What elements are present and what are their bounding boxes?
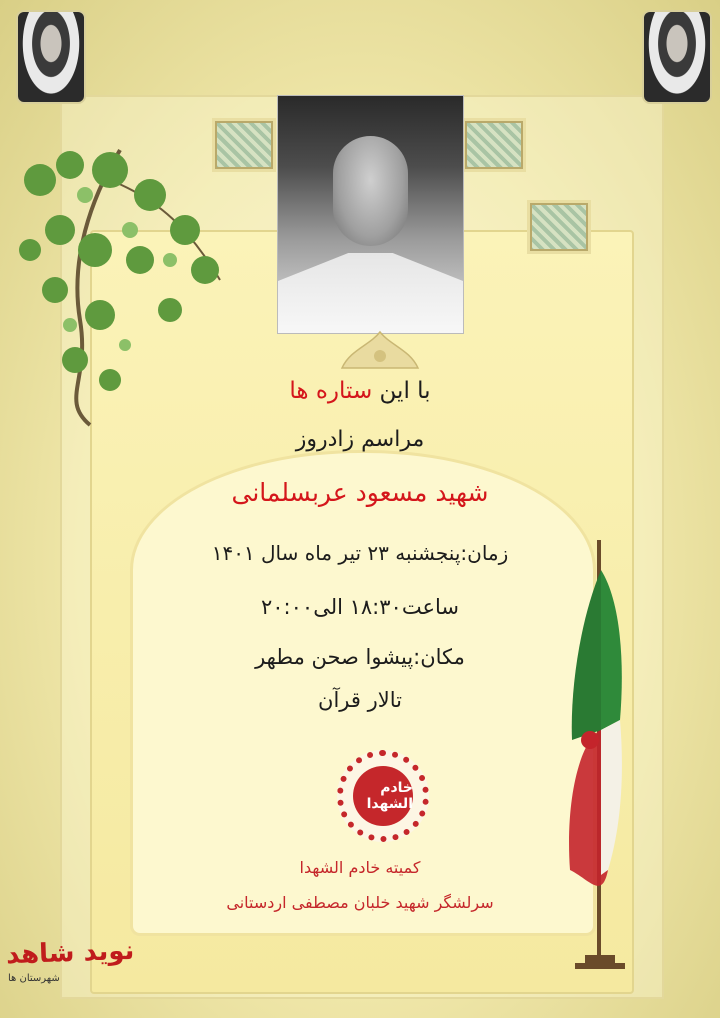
ceremony-title: مراسم زادروز: [295, 427, 425, 452]
footer-committee: کمیته خادم الشهدا: [299, 858, 421, 877]
martyr-name: شهید مسعود عربسلمانی: [231, 478, 489, 507]
decor-tile: [462, 118, 526, 172]
event-time: ساعت۱۸:۳۰ الی۲۰:۰۰: [261, 595, 459, 619]
photo-face: [333, 136, 408, 246]
brand-subtitle: شهرستان ها: [8, 973, 60, 984]
ornament-icon: [340, 330, 420, 370]
portrait-right-image: [642, 10, 712, 104]
footer-division: سرلشگر شهید خلبان مصطفی اردستانی: [226, 893, 494, 912]
portrait-left-image: [16, 10, 86, 104]
photo-shirt: [278, 253, 463, 333]
decor-tile: [527, 200, 591, 254]
event-hall: تالار قرآن: [318, 688, 402, 712]
headline-highlight: ستاره ها: [289, 378, 373, 404]
event-location: مکان:پیشوا صحن مطهر: [255, 645, 465, 669]
headline-prefix: با این: [379, 378, 431, 404]
event-date: زمان:پنجشنبه ۲۳ تیر ماه سال ۱۴۰۱: [211, 541, 509, 565]
martyr-photo: [277, 95, 464, 334]
headline-line: [0, 378, 720, 404]
logo-text: خادم الشهدا: [353, 766, 413, 826]
khadem-logo-icon: [337, 750, 429, 842]
brand-logo: نوید شاهد: [5, 935, 135, 971]
